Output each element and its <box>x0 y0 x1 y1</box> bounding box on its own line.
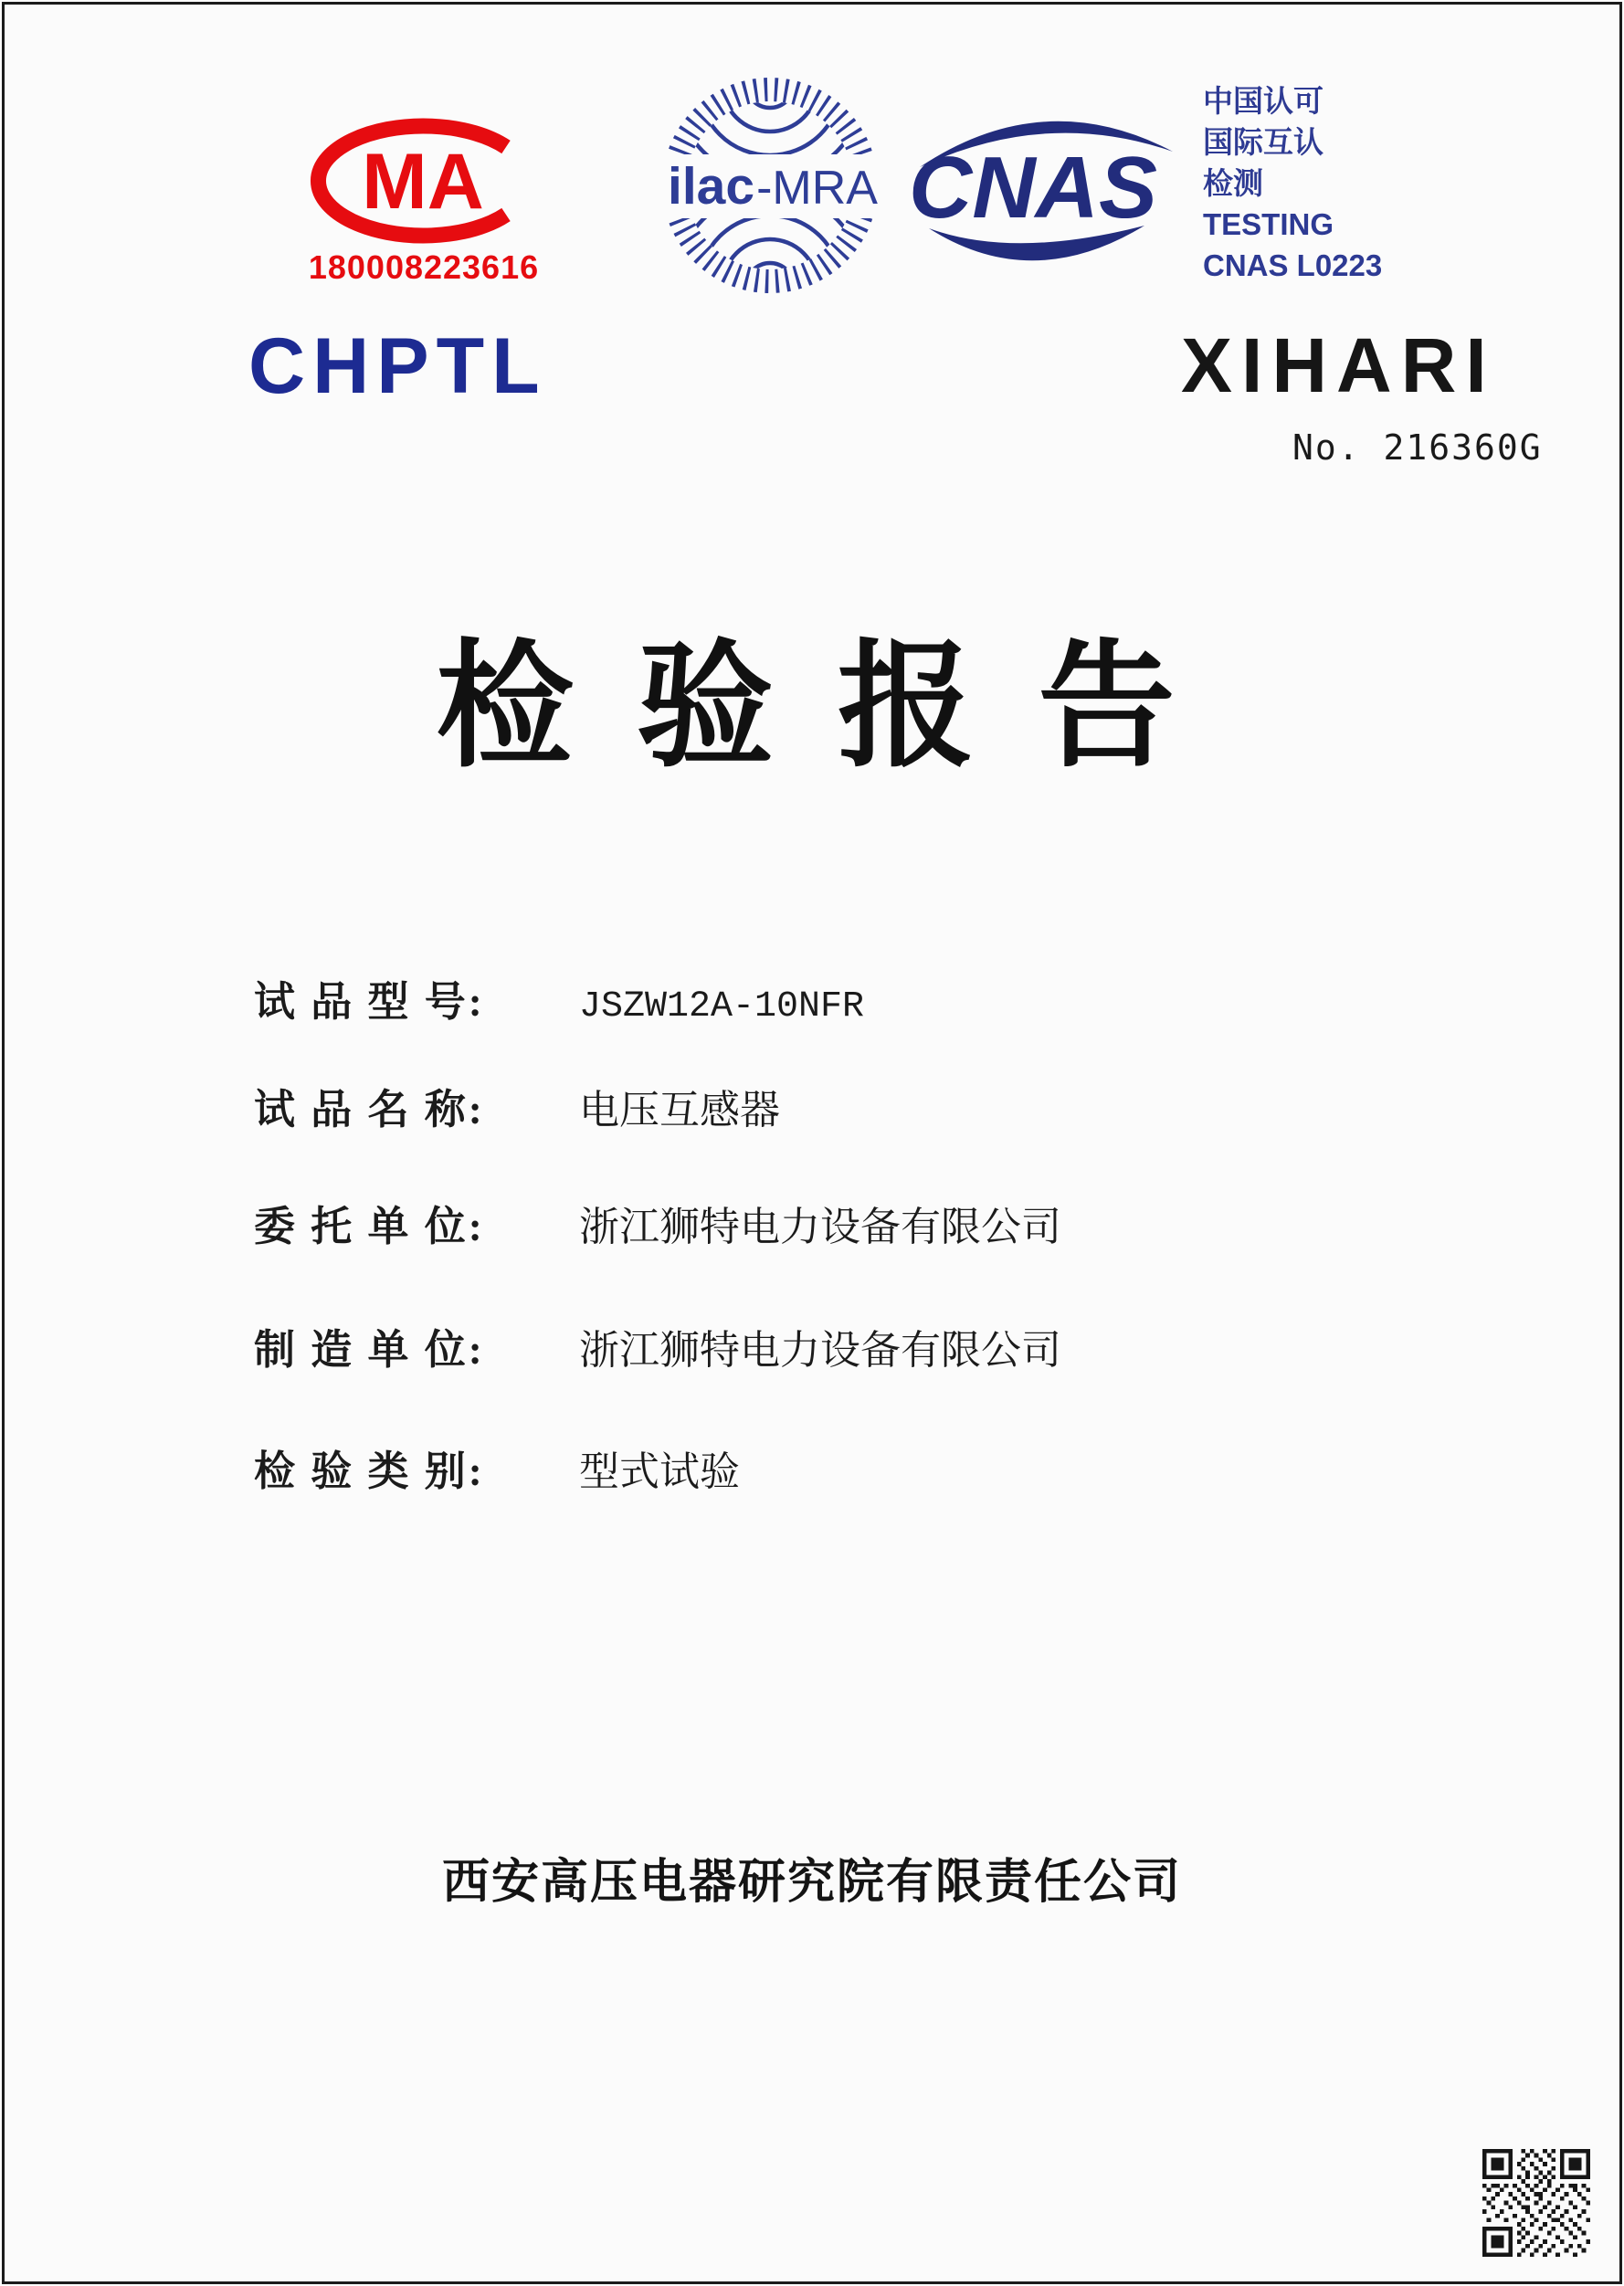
field-row-manufacturer <box>254 1316 1061 1375</box>
xihari-wordmark: XIHARI <box>1181 322 1496 408</box>
accreditation-line: 国际互认 <box>1203 125 1323 159</box>
cma-certification-icon <box>306 117 539 249</box>
qr-code <box>1482 2149 1590 2257</box>
ilac-text-rest: -MRA <box>756 162 878 215</box>
accreditation-line: 中国认可 <box>1203 84 1323 118</box>
chptl-wordmark: CHPTL <box>248 322 547 410</box>
field-value: 电压互感器 <box>579 1088 780 1132</box>
field-value: 型式试验 <box>579 1449 740 1494</box>
svg-text:ilac-MRA <box>668 157 878 216</box>
report-title: 检 验 报 告 <box>436 629 1188 783</box>
field-value: 浙江狮特电力设备有限公司 <box>579 1328 1061 1373</box>
accreditation-line: 检测 <box>1203 166 1263 200</box>
field-row-test-category <box>254 1438 740 1497</box>
field-value: 浙江狮特电力设备有限公司 <box>579 1205 1061 1249</box>
field-label: 检 验 类 别: <box>254 1449 485 1494</box>
cnas-letters: CNAS <box>909 139 1158 237</box>
field-label: 制 造 单 位: <box>254 1327 485 1373</box>
accreditation-text-block <box>1203 80 1382 286</box>
ilac-mra-icon <box>660 76 880 295</box>
report-number: No. 216360G <box>1292 427 1543 468</box>
cma-certificate-number: 180008223616 <box>308 248 540 286</box>
accreditation-line: TESTING <box>1203 207 1334 241</box>
field-row-product-name <box>254 1076 780 1135</box>
field-row-client <box>254 1193 1061 1252</box>
cma-letters: MA <box>362 138 484 226</box>
issuing-organization: 西安高压电器研究院有限责任公司 <box>441 1856 1182 1909</box>
ilac-text-bold: ilac <box>668 157 755 216</box>
field-label: 试 品 名 称: <box>254 1087 485 1132</box>
cnas-accreditation-icon <box>907 80 1181 286</box>
field-label: 委 托 单 位: <box>254 1204 485 1249</box>
accreditation-line: CNAS L0223 <box>1203 248 1383 282</box>
field-label: 试 品 型 号: <box>254 979 485 1025</box>
field-value: JSZW12A-10NFR <box>579 986 865 1027</box>
field-row-model <box>254 968 864 1027</box>
